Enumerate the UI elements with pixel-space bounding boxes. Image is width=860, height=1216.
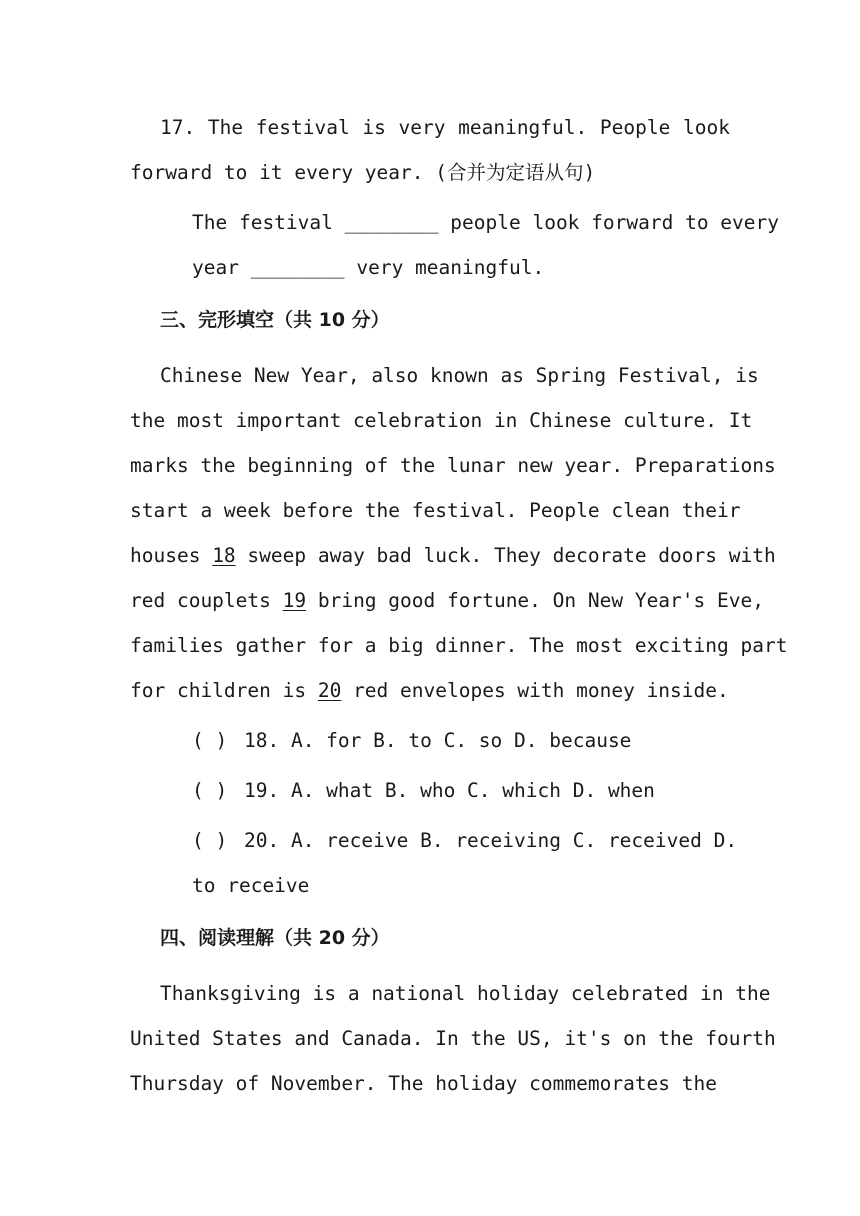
answer-paren-19[interactable]: ( ) bbox=[192, 779, 228, 802]
blank-19: 19 bbox=[282, 589, 307, 612]
section4-passage-line3: Thursday of November. The holiday commemorates the bbox=[130, 1072, 717, 1095]
line6-text-pre: red couplets bbox=[130, 589, 283, 612]
line5-text-post: sweep away bad luck. They decorate doors with bbox=[235, 544, 776, 567]
question-18-options: 18. A. for B. to C. so D. because bbox=[244, 729, 632, 752]
section4-passage-line2: United States and Canada. In the US, it's on the fourth bbox=[130, 1027, 776, 1050]
line6-text-post: bring good fortune. On New Year's Eve, bbox=[306, 589, 764, 612]
section3-passage-line6 bbox=[130, 578, 764, 623]
section4-heading: 四、阅读理解（共 20 分） bbox=[160, 927, 390, 949]
question-20-options: 20. A. receive B. receiving C. received D. bbox=[244, 829, 738, 852]
section3-passage-line5 bbox=[130, 533, 776, 578]
question-19 bbox=[192, 768, 655, 813]
section3-passage-line8 bbox=[130, 668, 730, 713]
section3-passage-line1: Chinese New Year, also known as Spring Festival, is bbox=[160, 364, 759, 387]
line8-text-post: red envelopes with money inside. bbox=[341, 679, 729, 702]
section3-passage-line2: the most important celebration in Chinese culture. It bbox=[130, 409, 753, 432]
section3-passage-line7: families gather for a big dinner. The most exciting part bbox=[130, 634, 788, 657]
item17-question-line1: 17. The festival is very meaningful. People look bbox=[160, 116, 730, 139]
section3-passage-line3: marks the beginning of the lunar new year. Preparations bbox=[130, 454, 776, 477]
question-20-options-continued: to receive bbox=[192, 874, 310, 897]
section3-heading: 三、完形填空（共 10 分） bbox=[160, 309, 390, 331]
section3-passage-line4: start a week before the festival. People clean their bbox=[130, 499, 741, 522]
blank-18: 18 bbox=[212, 544, 236, 567]
item17-answer-line1: The festival ________ people look forward to every bbox=[192, 211, 779, 234]
answer-paren-18[interactable]: ( ) bbox=[192, 729, 228, 752]
question-19-options: 19. A. what B. who C. which D. when bbox=[244, 779, 655, 802]
line5-text-pre: houses bbox=[130, 544, 213, 567]
question-20 bbox=[192, 818, 737, 863]
section4-passage-line1: Thanksgiving is a national holiday celebrated in the bbox=[160, 982, 771, 1005]
blank-20: 20 bbox=[317, 679, 342, 702]
item17-answer-line2: year ________ very meaningful. bbox=[192, 256, 545, 279]
question-18 bbox=[192, 718, 631, 763]
item17-question-line2: forward to it every year. (合并为定语从句) bbox=[130, 161, 596, 184]
answer-paren-20[interactable]: ( ) bbox=[192, 829, 228, 852]
line8-text-pre: for children is bbox=[130, 679, 318, 702]
